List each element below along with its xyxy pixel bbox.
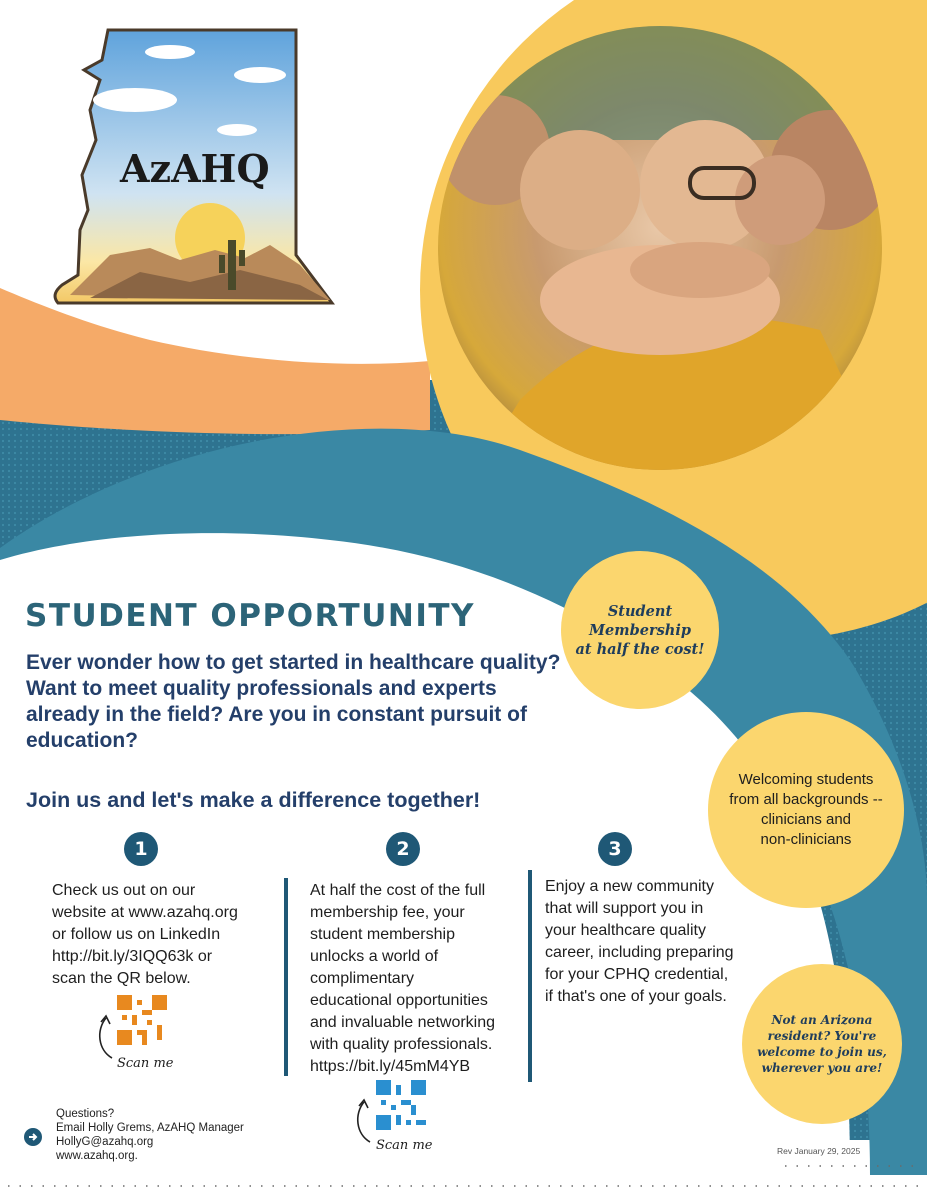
step-2-line: membership fee, your <box>310 904 465 921</box>
step-1-number: 1 <box>124 832 158 866</box>
step-2-line: unlocks a world of <box>310 948 439 965</box>
step-3-line: that will support you in <box>545 900 704 917</box>
membership-bubble <box>561 551 719 709</box>
step-2-number: 2 <box>386 832 420 866</box>
contact-info <box>56 1107 244 1163</box>
welcoming-bubble <box>708 712 904 908</box>
step-2-line: student membership <box>310 926 455 943</box>
step-1-line: http://bit.ly/3IQQ63k or <box>52 948 213 965</box>
step-2-text <box>310 880 525 1078</box>
contact-website-link[interactable]: www.azahq.org. <box>56 1150 138 1162</box>
bubble-line: at half the cost! <box>575 640 705 658</box>
step-2-line: with quality professionals. <box>310 1036 493 1053</box>
step-2-line: complimentary <box>310 970 415 987</box>
step-1-line: Check us out on our <box>52 882 196 899</box>
revision-date: Rev January 29, 2025 <box>777 1146 861 1156</box>
join-text: Join us and let's make a difference together! <box>26 788 481 812</box>
intro-text: Ever wonder how to get started in healthcare quality? Want to meet quality professionals and experts already in the field? Are you in constant pursuit of education? <box>26 651 561 752</box>
qr-code-membership[interactable] <box>376 1080 426 1130</box>
bubble-line: Not an Arizona <box>771 1013 873 1027</box>
step-3-line: your healthcare quality <box>545 922 706 939</box>
scan-label-2: Scan me <box>376 1138 433 1153</box>
bubble-line: from all backgrounds -- <box>729 791 883 808</box>
scan-label-1: Scan me <box>117 1056 174 1071</box>
step-3-line: career, including preparing <box>545 944 734 961</box>
step-1-text <box>52 880 280 990</box>
step-1-line: website at www.azahq.org <box>52 904 238 921</box>
step-3-line: for your CPHQ credential, <box>545 966 729 983</box>
divider-1 <box>284 878 288 1076</box>
bubble-line: Membership <box>589 621 691 639</box>
bubble-line: resident? You're <box>767 1029 877 1043</box>
bubble-line: welcome to join us, <box>757 1045 887 1059</box>
contact-line: Email Holly Grems, AzAHQ Manager <box>56 1122 244 1134</box>
step-3-number: 3 <box>598 832 632 866</box>
qr-code-linkedin[interactable] <box>117 995 167 1045</box>
step-3-line: Enjoy a new community <box>545 878 714 895</box>
bubble-line: Student <box>607 602 673 620</box>
step-3-line: if that's one of your goals. <box>545 988 727 1005</box>
bubble-line: Welcoming students <box>738 771 874 788</box>
logo-text: AzAHQ <box>120 146 270 191</box>
bubble-line: non-clinicians <box>760 831 852 848</box>
step-2-link[interactable]: https://bit.ly/45mM4YB <box>310 1058 471 1075</box>
step-2-line: and invaluable networking <box>310 1014 496 1031</box>
step-2-line: At half the cost of the full <box>310 882 486 899</box>
page-title: STUDENT OPPORTUNITY <box>25 598 475 634</box>
contact-email-link[interactable]: HollyG@azahq.org <box>56 1136 154 1148</box>
step-2-line: educational opportunities <box>310 992 488 1009</box>
step-1-line: or follow us on LinkedIn <box>52 926 221 943</box>
step-1-line: scan the QR below. <box>52 970 191 987</box>
contact-line: Questions? <box>56 1108 115 1120</box>
step-3-text <box>545 876 760 1008</box>
divider-2 <box>528 870 532 1082</box>
arrow-right-icon <box>24 1128 42 1146</box>
bubble-line: wherever you are! <box>761 1061 883 1075</box>
resident-bubble <box>742 964 902 1124</box>
bubble-line: clinicians and <box>760 811 852 828</box>
